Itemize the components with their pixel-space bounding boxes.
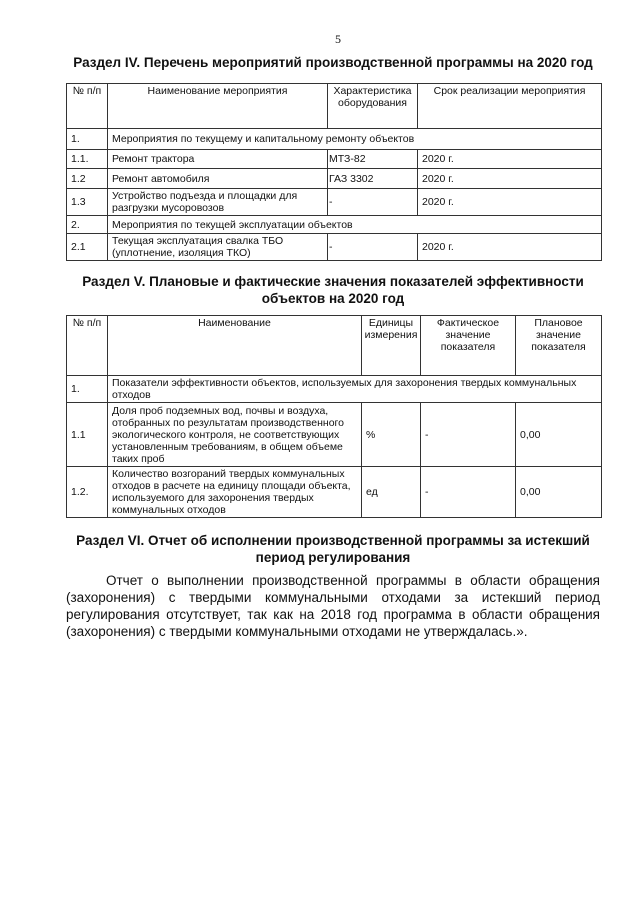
- row-num: 1.1: [67, 403, 108, 467]
- header-name: Наименование: [108, 316, 362, 376]
- row-plan: 0,00: [516, 467, 602, 518]
- header-num: № п/п: [67, 84, 108, 129]
- header-equip: Характеристика оборудования: [328, 84, 418, 129]
- row-term: 2020 г.: [418, 169, 602, 189]
- row-group-name: Мероприятия по текущей эксплуатации объектов: [108, 216, 602, 234]
- table-row: [67, 169, 602, 189]
- row-equip: -: [328, 234, 418, 261]
- row-fact: -: [421, 467, 516, 518]
- row-term: 2020 г.: [418, 189, 602, 216]
- row-num: 1.2.: [67, 467, 108, 518]
- row-plan: 0,00: [516, 403, 602, 467]
- header-term: Срок реализации мероприятия: [418, 84, 602, 129]
- table-row: [67, 150, 602, 169]
- row-term: 2020 г.: [418, 234, 602, 261]
- row-equip: ГАЗ 3302: [328, 169, 418, 189]
- title-line: период регулирования: [255, 550, 411, 565]
- table-row: [67, 403, 602, 467]
- header-plan: Плановое значение показателя: [516, 316, 602, 376]
- row-term: 2020 г.: [418, 150, 602, 169]
- row-num: 1.3: [67, 189, 108, 216]
- row-name: Доля проб подземных вод, почвы и воздуха, отобранных по результатам производственного экологического контроля, не соответствующих установленным требованиям, в общем объеме таких проб: [108, 403, 362, 467]
- header-name: Наименование мероприятия: [108, 84, 328, 129]
- table-row: [67, 216, 602, 234]
- row-unit: ед: [362, 467, 421, 518]
- title-line: объектов на 2020 год: [261, 291, 405, 306]
- table-row: [67, 189, 602, 216]
- table-row: [67, 376, 602, 403]
- row-num: 1.: [67, 129, 108, 150]
- section-5-table: [66, 315, 602, 518]
- row-group-name: Мероприятия по текущему и капитальному ремонту объектов: [108, 129, 602, 150]
- table-row: [67, 234, 602, 261]
- row-equip: МТЗ-82: [328, 150, 418, 169]
- table-header-row: [67, 84, 602, 129]
- row-name: Устройство подъезда и площадки для разгрузки мусоровозов: [108, 189, 328, 216]
- row-name: Количество возгораний твердых коммунальных отходов в расчете на единицу площади объекта, используемого для захоронения твердых коммунальных отходов: [108, 467, 362, 518]
- section-4-table: [66, 83, 602, 261]
- row-fact: -: [421, 403, 516, 467]
- row-num: 1.2: [67, 169, 108, 189]
- title-line: Раздел VI. Отчет об исполнении производственной программы за истекший: [76, 533, 590, 548]
- row-num: 2.: [67, 216, 108, 234]
- table-row: [67, 467, 602, 518]
- row-equip: -: [328, 189, 418, 216]
- row-name: Текущая эксплуатация свалка ТБО (уплотнение, изоляция ТКО): [108, 234, 328, 261]
- title-line: Раздел V. Плановые и фактические значения показателей эффективности: [82, 274, 584, 289]
- section-6-text: Отчет о выполнении производственной программы в области обращения (захоронения) с твердыми коммунальными отходами за истекший период регулирования отсутствует, так как на 2018 год программа в области обращения (захоронения) с твердыми коммунальными отходами не утверждалась.».: [66, 573, 600, 639]
- section-5-title: [66, 273, 600, 307]
- page-number: 5: [335, 32, 341, 46]
- row-num: 1.1.: [67, 150, 108, 169]
- row-unit: %: [362, 403, 421, 467]
- header-num: № п/п: [67, 316, 108, 376]
- row-name: Ремонт трактора: [108, 150, 328, 169]
- section-6-title: [66, 532, 600, 566]
- row-group-name: Показатели эффективности объектов, используемых для захоронения твердых коммунальных отходов: [108, 376, 602, 403]
- row-num: 1.: [67, 376, 108, 403]
- header-fact: Фактическое значение показателя: [421, 316, 516, 376]
- section-4-title: Раздел IV. Перечень мероприятий производственной программы на 2020 год: [73, 55, 593, 70]
- header-unit: Единицы измерения: [362, 316, 421, 376]
- row-name: Ремонт автомобиля: [108, 169, 328, 189]
- row-num: 2.1: [67, 234, 108, 261]
- table-header-row: [67, 316, 602, 376]
- table-row: [67, 129, 602, 150]
